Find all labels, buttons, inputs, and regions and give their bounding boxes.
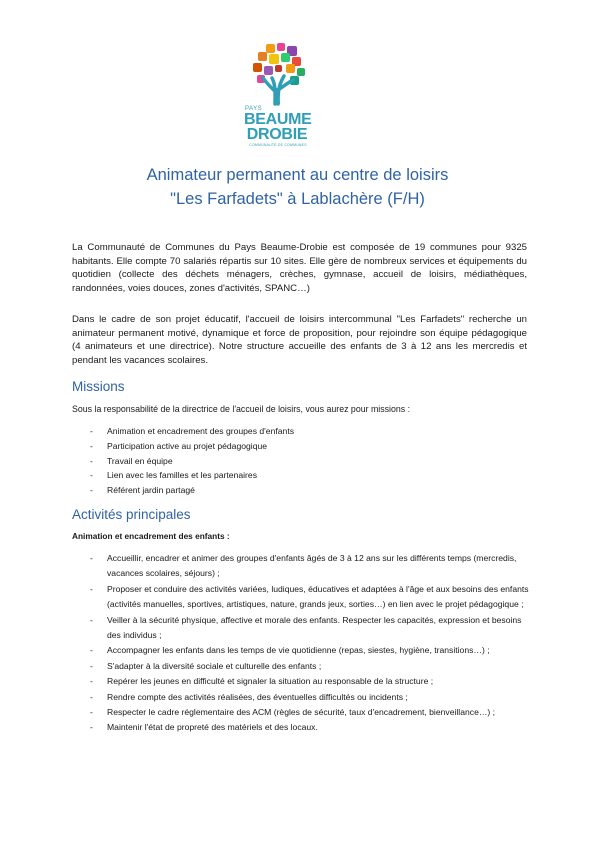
missions-intro: Sous la responsabilité de la directrice de l'accueil de loisirs, vous aurez pour missions : [72,404,411,414]
list-item: - Proposer et conduire des activités variées, ludiques, éducatives et adaptées à l'âge et aux besoins des enfants (activités manuelles, sportives, artistiques, nature, grands jeux, sorties…) en lien avec le projet pédagogique ; [90,582,530,613]
list-item: - Référent jardin partagé [90,483,530,498]
list-item: - Participation active au projet pédagogique [90,439,530,454]
logo-pays-text: PAYS [245,106,263,112]
list-item: - Lien avec les familles et les partenaires [90,468,530,483]
intro-paragraph-community: La Communauté de Communes du Pays Beaume-Drobie est composée de 19 communes pour 9325 habitants. Elle compte 70 salariés répartis sur 10 sites. Elle gère de nombreux services et équipements du quotidien (collecte des déchets ménagers, crèches, gymnase, accueil de loisirs, médiathèques, randonnées, voies douces, zones d'activités, SPANC…) [72,242,527,294]
activities-heading: Activités principales [72,507,191,522]
activities-list [90,551,530,736]
list-item: - Respecter le cadre réglementaire des ACM (règles de sécurité, taux d'encadrement, bienveillance…) ; [90,705,530,720]
activities-subheading: Animation et encadrement des enfants : [72,531,230,541]
missions-heading: Missions [72,379,125,394]
list-item: - Travail en équipe [90,454,530,469]
list-item: - Maintenir l'état de propreté des matériels et des locaux. [90,720,530,735]
job-title-line-1: Animateur permanent au centre de loisirs [146,166,449,184]
job-title-line-2: "Les Farfadets" à Lablachère (F/H) [170,190,425,208]
tree-icon [244,42,314,106]
list-item: - Accompagner les enfants dans les temps de vie quotidienne (repas, siestes, hygiène, transitions…) ; [90,643,530,658]
logo-subtitle: COMMUNAUTÉ DE COMMUNES [249,143,307,147]
list-item: - Animation et encadrement des groupes d'enfants [90,424,530,439]
list-item: - Accueillir, encadrer et animer des groupes d'enfants âgés de 3 à 12 ans sur les différents temps (mercredis, vacances scolaires, séjours) ; [90,551,530,582]
list-item: - Repérer les jeunes en difficulté et signaler la situation au responsable de la structure ; [90,674,530,689]
list-item: - Rendre compte des activités réalisées, des éventuelles difficultés ou incidents ; [90,690,530,705]
list-item: - S'adapter à la diversité sociale et culturelle des enfants ; [90,659,530,674]
list-item: - Veiller à la sécurité physique, affective et morale des enfants. Respecter les capacités, expression et besoins des individus ; [90,613,530,644]
logo-beaume-drobie [244,42,314,147]
logo-drobie-text: DROBIE [246,126,308,143]
intro-paragraph-recruitment: Dans le cadre de son projet éducatif, l'accueil de loisirs intercommunal "Les Farfadets" recherche un animateur permanent motivé, dynamique et force de proposition, pour rejoindre son équipe pédagogique (4 animateurs et une directrice). Notre structure accueille des enfants de 3 à 12 ans les mercredis et pendant les vacances scolaires. [72,314,527,366]
missions-list [90,424,530,498]
logo-beaume-text: BEAUME [244,111,312,128]
